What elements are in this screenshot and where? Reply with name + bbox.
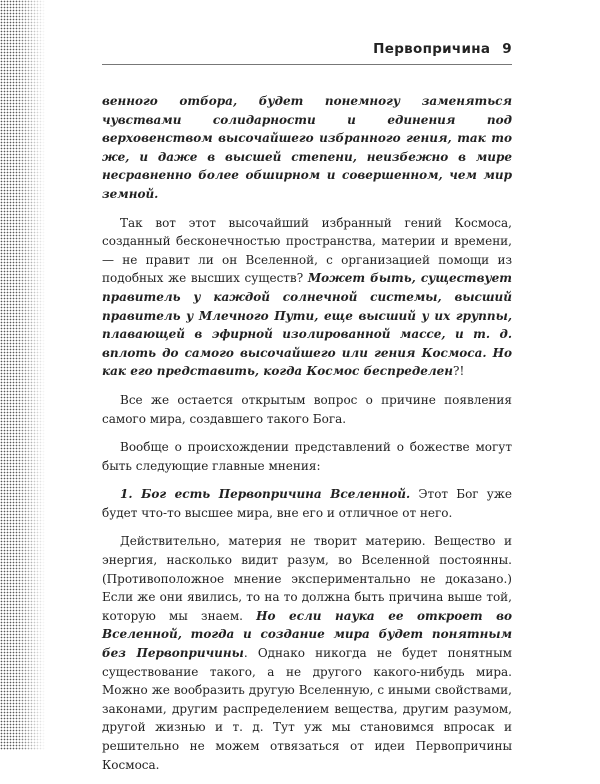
paragraph-2-tail: ?! [453,364,465,379]
paragraph-3 [102,391,512,428]
scan-edge-shadow [0,0,46,750]
paragraph-4 [102,438,512,475]
page-number: 9 [502,41,512,57]
paragraph-6-text: Действительно, материя не творит материю. Вещество и энергия, насколько видит разум, во Вселенной постоянны. (Противоположное мнение экспериментально не доказано.) Если же они явились, то на то должна быть причина выше той, которую мы знаем. [102,534,512,623]
paragraph-5-tail: Этот Бог уже будет что-то высшее мира, вне его и отличное от него. [102,487,512,520]
paragraph-1 [102,92,512,204]
paragraph-5-emphasis: 1. Бог есть Первопричина Вселенной. [120,487,411,502]
paragraph-2-emphasis: Может быть, существует правитель у каждой солнечной системы, высший правитель у Млечного Пути, еще высший у их группы, плавающей в эфирной изолированной массе, и т. д. вплоть до самого высочайшего или гения Космоса. Но как его представить, когда Космос беспределен [102,271,512,379]
paragraph-4-text: Вообще о происхождении представлений о божестве могут быть следующие главные мнения: [102,440,512,473]
header-title: Первопричина [373,41,491,57]
paragraph-5 [102,485,512,522]
paragraph-3-text: Все же остается открытым вопрос о причине появления самого мира, создавшего такого Бога. [102,392,512,426]
paragraph-6-emphasis: Но если наука ее откроет во Вселенной, тогда и создание мира будет понятным без Первопричины [102,608,512,661]
paragraph-2-text: Так вот этот высочайший избранный гений Космоса, созданный бесконечностью пространства, материи и времени,— не правит ли он Вселенной, с организацией помощи из подобных же высших существ? [102,215,512,286]
running-header [102,36,512,65]
paragraph-6-tail: . Однако никогда не будет понятным существование такого, а не другого какого-нибудь мира. Можно же вообразить другую Вселенную, с иными свойствами, законами, другим распределением вещества, другим разумом, другой жизнью и т. д. Тут уж мы становимся впросак и решительно не можем отвязаться от идеи Первопричины Космоса. [102,646,512,772]
body-text [102,92,512,784]
paragraph-1-emphasis: венного отбора, будет понемногу заменяться чувствами солидарности и единения под верховенством высочайшего избранного гения, так то же, и даже в высшей степени, неизбежно в мире несравненно более обширном и совершенном, чем мир земной. [102,94,512,201]
paragraph-6 [102,532,512,774]
paragraph-2 [102,214,512,381]
